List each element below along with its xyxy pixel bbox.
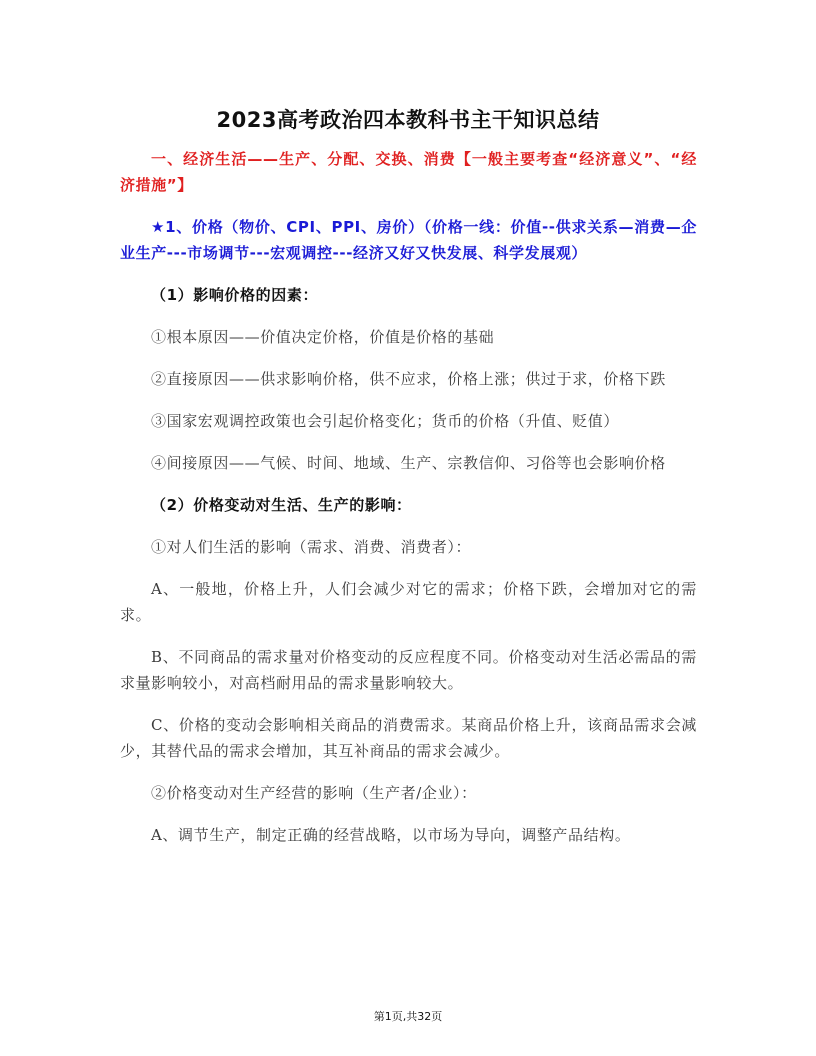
subheading-price-factors: （1）影响价格的因素： (151, 286, 319, 304)
document-body (120, 146, 697, 848)
paragraph: ①根本原因——价值决定价格，价值是价格的基础 (151, 328, 495, 346)
section-heading-economic-life: 一、经济生活——生产、分配、交换、消费【一般主要考查“经济意义”、“经济措施”】 (120, 150, 697, 194)
paragraph: ②直接原因——供求影响价格，供不应求，价格上涨；供过于求，价格下跌 (151, 370, 666, 388)
topic-heading-price: ★1、价格（物价、CPI、PPI、房价）（价格一线：价值--供求关系—消费—企业生产---市场调节---宏观调控---经济又好又快发展、科学发展观） (120, 218, 697, 262)
subheading-price-impact: （2）价格变动对生活、生产的影响： (151, 496, 412, 514)
paragraph: A、一般地，价格上升，人们会减少对它的需求；价格下跌，会增加对它的需求。 (120, 580, 697, 624)
paragraph: B、不同商品的需求量对价格变动的反应程度不同。价格变动对生活必需品的需求量影响较小，对高档耐用品的需求量影响较大。 (120, 648, 697, 692)
paragraph: ③国家宏观调控政策也会引起价格变化；货币的价格（升值、贬值） (151, 412, 620, 430)
paragraph: A、调节生产，制定正确的经营战略，以市场为导向，调整产品结构。 (151, 826, 631, 844)
paragraph: ①对人们生活的影响（需求、消费、消费者）： (151, 538, 472, 556)
paragraph: ②价格变动对生产经营的影响（生产者/企业）： (151, 784, 477, 802)
paragraph: C、价格的变动会影响相关商品的消费需求。某商品价格上升，该商品需求会减少，其替代品的需求会增加，其互补商品的需求会减少。 (120, 716, 697, 760)
paragraph: ④间接原因——气候、时间、地域、生产、宗教信仰、习俗等也会影响价格 (151, 454, 666, 472)
page-number: 第1页,共32页 (373, 1010, 443, 1023)
document-title: 2023高考政治四本教科书主干知识总结 (216, 108, 600, 132)
